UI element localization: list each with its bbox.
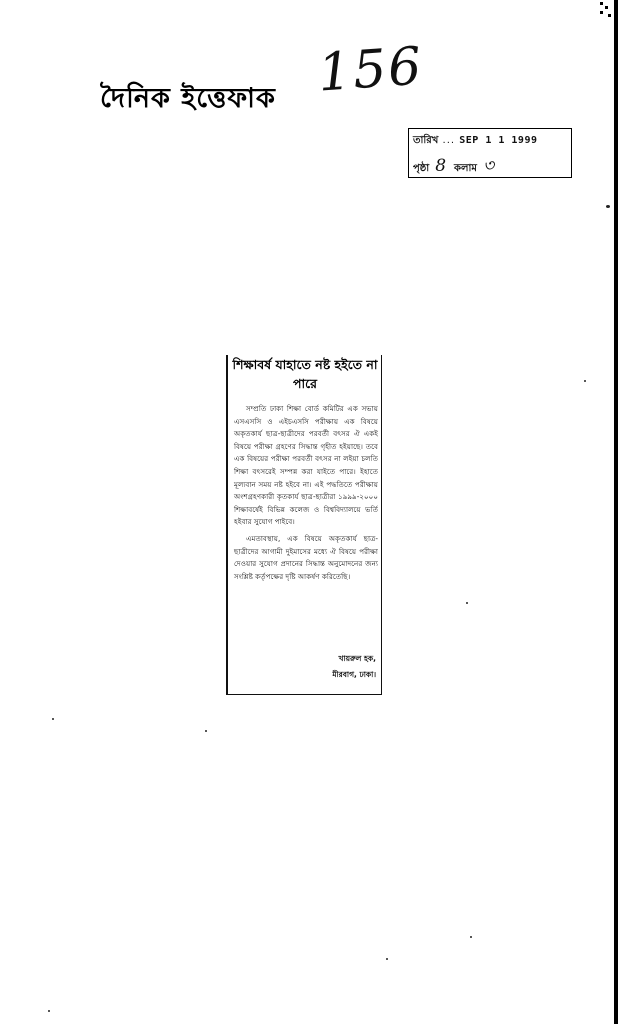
stamp-column-label: কলাম [454, 163, 477, 174]
clipping-signature [332, 651, 376, 683]
newspaper-masthead: দৈনিক ইত্তেফাক [100, 83, 276, 114]
archive-stamp [408, 128, 572, 178]
handwritten-page-number: 156 [316, 36, 426, 104]
clipping-address: মীরবাগ, ঢাকা। [332, 670, 376, 679]
stamp-column-value: ৩ [482, 156, 494, 176]
clipping-paragraph: সম্প্রতি ঢাকা শিক্ষা বোর্ড কমিটির এক সভায় এসএসসি ও এইচএসসি পরীক্ষায় এক বিষয়ে অকৃতকার্য ছাত্র-ছাত্রীদের পরবর্তী বৎসর ঐ একই বিষয়ে পরীক্ষা গ্রহণের সিদ্ধান্ত গৃহীত হইয়াছে। তবে এক বিষয়ের পরীক্ষা পরবর্তী বৎসর না লইয়া চলতি শিক্ষা বৎসরেই সম্পন্ন করা যাইতে পারে। ইহাতে মূল্যবান সময় নষ্ট হইবে না। এই পদ্ধতিতে পরীক্ষায় অংশগ্রহণকারী কৃতকার্য ছাত্র-ছাত্রীরা ১৯৯৯-২০০০ শিক্ষাবর্ষেই বিভিন্ন কলেজ ও বিশ্ববিদ্যালয়ে ভর্তি হইবার সুযোগ পাইবে। [234, 404, 378, 527]
clipping-title: শিক্ষাবর্ষ যাহাতে নষ্ট হইতে না পারে [232, 357, 378, 391]
scan-edge-border [614, 0, 618, 1024]
stamp-date-label: তারিখ [413, 135, 439, 146]
scan-corner-marks [596, 0, 618, 22]
newspaper-clipping [226, 355, 382, 695]
clipping-paragraph: এমতাবস্থায়, এক বিষয়ে অকৃতকার্য ছাত্র-ছাত্রীদের আগামী দুইমাসের মধ্যে ঐ বিষয়ে পরীক্ষা দেওয়ার সুযোগ প্রদানের সিদ্ধান্ত অনুমোদনের জন্য সংশ্লিষ্ট কর্তৃপক্ষের দৃষ্টি আকর্ষণ করিতেছি। [234, 533, 378, 581]
stamp-page-value: 8 [435, 156, 447, 176]
stamp-date-value: SEP 1 1 1999 [459, 135, 538, 146]
stamp-page-row [413, 153, 502, 181]
clipping-author: খায়রুল হক, [338, 654, 376, 663]
stamp-date-row: তারিখ ... SEP 1 1 1999 [413, 135, 538, 146]
clipping-body [234, 403, 378, 583]
stamp-page-label: পৃষ্ঠা [413, 163, 430, 174]
